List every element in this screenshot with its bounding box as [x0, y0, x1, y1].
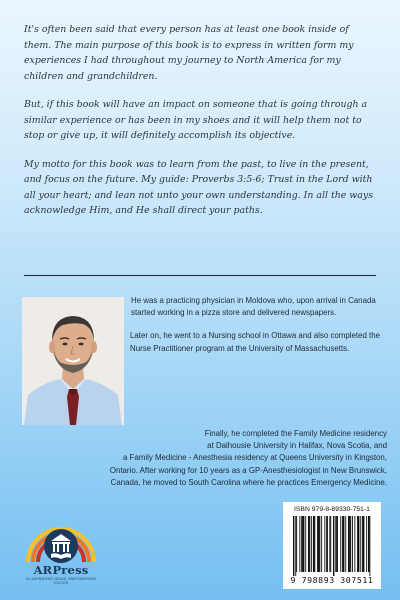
barcode-bar — [343, 516, 344, 572]
barcode-bar — [308, 516, 309, 572]
bio-line: a Family Medicine - Anesthesia residency at Queens University in Kingston, — [122, 453, 387, 463]
barcode-bar — [357, 516, 358, 572]
barcode-bar — [363, 516, 364, 572]
publisher-logo — [22, 508, 100, 590]
bio-line: at Dalhousie University in Halifax, Nova Scotia, and — [207, 441, 387, 451]
barcode-bar — [362, 516, 363, 572]
barcode-bar — [314, 516, 315, 572]
barcode-bar — [295, 516, 296, 576]
barcode-bar — [321, 516, 322, 572]
barcode-bar — [302, 516, 303, 572]
barcode-bar — [299, 516, 300, 572]
barcode-bar — [335, 516, 336, 572]
barcode-bar — [354, 516, 355, 572]
barcode-bar — [303, 516, 304, 572]
bio-paragraph: He was a practicing physician in Moldova who, upon arrival in Canada started working in a pizza store and delivered newspapers. — [131, 296, 376, 318]
barcode-bar — [352, 516, 353, 572]
barcode-bar — [326, 516, 327, 572]
barcode-bar — [345, 516, 346, 572]
barcode-bar — [301, 516, 302, 572]
barcode-bar — [319, 516, 320, 572]
section-divider — [24, 275, 376, 276]
isbn-label: ISBN 979-8-89330-751-1 — [294, 506, 370, 513]
barcode-bar — [330, 516, 331, 572]
barcode-bar — [313, 516, 314, 572]
barcode-bar — [324, 516, 325, 572]
barcode-bar — [296, 516, 297, 572]
bio-line: Ontario. After working for 10 years as a GP-Anesthesiologist in New Brunswick, — [109, 465, 387, 475]
barcode-bar — [309, 516, 310, 572]
barcode-bar — [337, 516, 338, 572]
barcode-bar — [360, 516, 361, 572]
barcode-bar — [336, 516, 337, 572]
barcode-bar — [348, 516, 349, 572]
author-photo — [22, 297, 124, 425]
intro-paragraph: But, if this book will have an impact on someone that is going through a similar experience or has been in my shoes and it will help them not to stop or give up, it will definitely accomplish its objective. — [24, 99, 368, 141]
barcode-bar — [366, 516, 367, 572]
bio-paragraph-wide — [22, 428, 387, 489]
barcode-bar — [305, 516, 306, 572]
barcode-bar — [333, 516, 334, 576]
intro-paragraph: My motto for this book was to learn from the past, to live in the present, and focus on the future. My guide: Proverbs 3:5-6; Trust in the Lord with all your heart; and lean not unto your own understanding. In all the ways acknowledge Him, and He shall direct your paths. — [24, 158, 374, 216]
barcode-bar — [350, 516, 351, 572]
barcode-bar — [342, 516, 343, 572]
barcode-bar — [358, 516, 359, 572]
barcode-digits: 9 798893 307511 — [290, 575, 374, 585]
barcode-bar — [293, 516, 294, 576]
author-bio — [130, 295, 386, 366]
barcode-bar — [318, 516, 319, 572]
isbn-barcode — [283, 502, 381, 589]
bio-paragraph: Later on, he went to a Nursing school in Ottawa and also completed the Nurse Practitioner program at the University of Massachusetts. — [130, 331, 381, 353]
barcode-bar — [349, 516, 350, 572]
publisher-emblem-icon — [22, 508, 100, 564]
bio-line: Canada, he moved to South Carolina where he practices Emergency Medicine. — [110, 477, 387, 487]
intro-text — [24, 22, 378, 232]
barcode-bar — [369, 516, 370, 576]
barcode-bar — [329, 516, 330, 572]
barcode-bar — [317, 516, 318, 572]
bio-line: Finally, he completed the Family Medicine residency — [204, 429, 387, 438]
barcode-bar — [311, 516, 312, 572]
intro-paragraph: It's often been said that every person has at least one book inside of them. The main purpose of this book is to express in written form my experiences I had throughout my journey to North America for my children and grandchildren. — [24, 24, 354, 82]
barcode-icon — [293, 516, 371, 576]
barcode-bar — [327, 516, 328, 572]
publisher-name: ARPress — [33, 563, 89, 577]
publisher-tagline: ILLUMINATING IDEAS, EMPOWERING VOICES — [25, 577, 97, 586]
barcode-bar — [368, 516, 369, 572]
barcode-bar — [340, 516, 341, 572]
